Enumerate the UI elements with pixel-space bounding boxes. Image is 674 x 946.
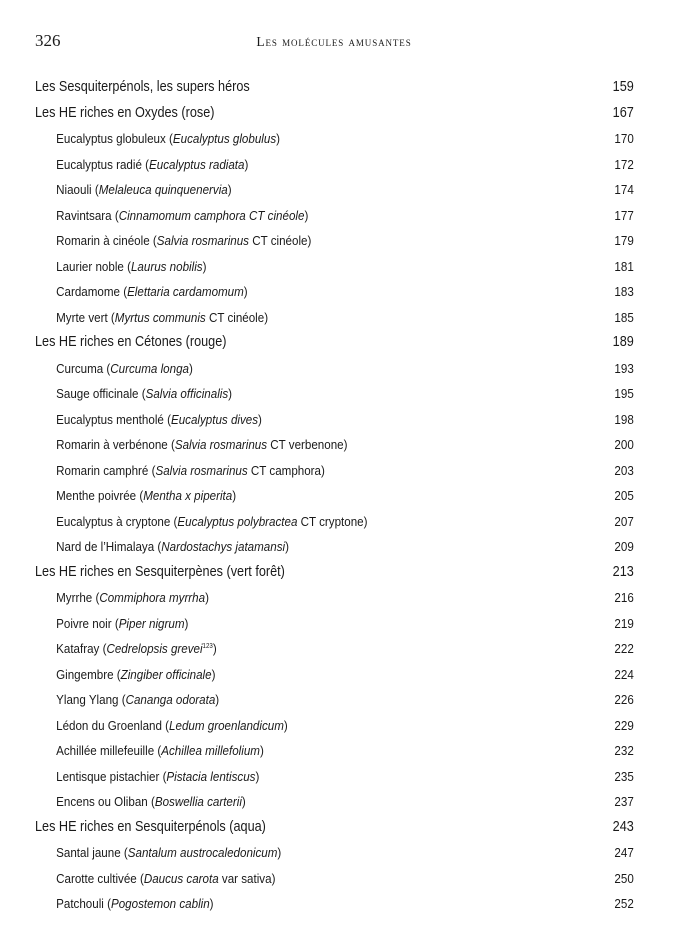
toc-entry-title: Nard de l’Himalaya (Nardostachys jatamansi) [56, 539, 289, 554]
toc-entry-title: Santal jaune (Santalum austrocaledonicum) [56, 845, 282, 860]
plant-common-name: Curcuma [56, 360, 104, 376]
toc-entry-title: Eucalyptus radié (Eucalyptus radiata) [56, 156, 249, 172]
plant-latin-name: Zingiber officinale [120, 666, 212, 682]
plant-common-name: Myrte vert [56, 309, 108, 325]
toc-entry-row [35, 765, 634, 791]
toc-section-title: Les Sesquiterpénols, les supers héros [35, 79, 250, 95]
plant-common-name: Sauge officinale [56, 386, 139, 401]
toc-entry-row [35, 510, 634, 536]
plant-latin-name: Eucalyptus radiata [149, 156, 245, 172]
toc-entry-title: Curcuma (Curcuma longa) [56, 360, 193, 376]
toc-section-row [35, 561, 634, 587]
toc-entry-row [35, 637, 634, 663]
toc-page-number: 232 [614, 743, 634, 758]
toc-page-number: 209 [614, 539, 634, 554]
plant-latin-name: Eucalyptus polybractea [177, 513, 298, 529]
toc-entry-title: Cardamome (Elettaria cardamomum) [56, 284, 248, 299]
plant-common-name: Poivre noir [56, 615, 112, 631]
toc-page-number: 170 [614, 131, 634, 146]
plant-latin-name: Nardostachys jatamansi [161, 539, 286, 554]
toc-entry-title: Lédon du Groenland (Ledum groenlandicum) [56, 717, 288, 733]
toc-entry-row [35, 714, 634, 740]
toc-page-number: 237 [614, 794, 634, 809]
toc-entry-row [35, 255, 634, 281]
footnote-marker: 123 [202, 643, 213, 650]
toc-entry-row [35, 663, 634, 689]
toc-entry-title: Sauge officinale (Salvia officinalis) [56, 386, 233, 401]
plant-latin-name: Curcuma longa [110, 360, 189, 376]
plant-latin-name: Melaleuca quinquenervia [98, 182, 228, 197]
toc-section-title: Les HE riches en Sesquiterpénols (aqua) [35, 818, 266, 835]
toc-page-number: 203 [614, 462, 634, 478]
toc-page-number: 159 [612, 79, 634, 95]
chemotype-suffix: CT cinéole [205, 309, 265, 325]
toc-entry-row [35, 892, 634, 918]
toc-section-row [35, 102, 634, 128]
toc-page-number: 243 [612, 818, 634, 835]
toc-entry-row [35, 357, 634, 383]
running-title: Les molécules amusantes [256, 34, 412, 49]
toc-page-number: 222 [614, 641, 634, 656]
plant-latin-name: Ledum groenlandicum [169, 717, 284, 733]
table-of-contents [35, 76, 634, 918]
toc-entry-title: Myrrhe (Commiphora myrrha) [56, 590, 209, 605]
toc-entry-row [35, 178, 634, 204]
plant-common-name: Patchouli [56, 896, 104, 911]
toc-entry-row [35, 739, 634, 765]
plant-common-name: Eucalyptus radié [56, 156, 142, 172]
plant-common-name: Ravintsara [56, 207, 112, 223]
toc-entry-title: Menthe poivrée (Mentha x piperita) [56, 488, 237, 503]
plant-latin-name: Eucalyptus globulus [172, 131, 277, 146]
toc-page-number: 235 [614, 768, 634, 784]
plant-common-name: Ylang Ylang [56, 692, 119, 707]
plant-common-name: Niaouli [56, 182, 92, 197]
plant-common-name: Carotte cultivée [56, 870, 137, 886]
toc-page-number: 219 [614, 615, 634, 631]
plant-latin-name: Laurus nobilis [130, 258, 203, 274]
toc-entry-row [35, 612, 634, 638]
plant-latin-name: Cananga odorata [125, 692, 216, 707]
plant-common-name: Myrrhe [56, 590, 93, 605]
plant-common-name: Lentisque pistachier [56, 768, 160, 784]
toc-page-number: 207 [614, 513, 634, 529]
toc-page-number: 185 [614, 309, 634, 325]
toc-page-number: 250 [614, 870, 634, 886]
toc-entry-row [35, 841, 634, 867]
toc-entry-title: Achillée millefeuille (Achillea millefolium) [56, 743, 264, 758]
plant-common-name: Cardamome [56, 284, 120, 299]
plant-common-name: Romarin à verbénone [56, 437, 168, 452]
plant-latin-name: Salvia officinalis [145, 386, 229, 401]
toc-page-number: 167 [612, 104, 634, 121]
plant-common-name: Romarin à cinéole [56, 233, 150, 248]
plant-common-name: Laurier noble [56, 258, 124, 274]
plant-latin-name: Pistacia lentiscus [166, 768, 256, 784]
toc-entry-title: Eucalyptus à cryptone (Eucalyptus polybractea CT cryptone) [56, 513, 368, 529]
plant-latin-name: Mentha x piperita [143, 488, 233, 503]
toc-entry-row [35, 204, 634, 230]
toc-entry-title: Niaouli (Melaleuca quinquenervia) [56, 182, 232, 197]
toc-section-title: Les HE riches en Cétones (rouge) [35, 334, 227, 350]
plant-common-name: Menthe poivrée [56, 488, 137, 503]
toc-entry-title: Romarin à verbénone (Salvia rosmarinus CT verbenone) [56, 437, 348, 452]
toc-entry-row [35, 867, 634, 893]
plant-latin-name: Elettaria cardamomum [127, 284, 244, 299]
plant-latin-name: Daucus carota [143, 870, 219, 886]
plant-common-name: Encens ou Oliban [56, 794, 148, 809]
toc-entry-row [35, 790, 634, 816]
toc-entry-title: Encens ou Oliban (Boswellia carterii) [56, 794, 246, 809]
plant-common-name: Eucalyptus globuleux [56, 131, 166, 146]
plant-latin-name: Piper nigrum [118, 615, 185, 631]
toc-entry-row [35, 484, 634, 510]
page-number: 326 [35, 31, 61, 50]
plant-latin-name: Boswellia carterii [154, 794, 242, 809]
plant-common-name: Lédon du Groenland [56, 717, 162, 733]
toc-page-number: 172 [614, 156, 634, 172]
chemotype-suffix: CT cinéole [248, 233, 308, 248]
toc-page-number: 205 [614, 488, 634, 503]
toc-section-row [35, 331, 634, 357]
toc-entry-title: Katafray (Cedrelopsis grevei$^{123}$) [56, 641, 217, 656]
toc-entry-row [35, 535, 634, 561]
toc-page-number: 181 [614, 258, 634, 274]
plant-common-name: Eucalyptus mentholé [56, 411, 164, 427]
plant-latin-name: Cedrelopsis grevei [106, 641, 203, 656]
toc-page-number: 174 [614, 182, 634, 197]
chemotype-suffix: CT cryptone [297, 513, 364, 529]
plant-latin-name: Salvia rosmarinus [156, 233, 249, 248]
toc-entry-row [35, 229, 634, 255]
toc-entry-title: Laurier noble (Laurus nobilis) [56, 258, 207, 274]
plant-common-name: Achillée millefeuille [56, 743, 155, 758]
toc-page-number: 216 [614, 590, 634, 605]
toc-section-row [35, 816, 634, 842]
toc-entry-title: Myrte vert (Myrtus communis CT cinéole) [56, 309, 269, 325]
toc-page-number: 229 [614, 717, 634, 733]
toc-entry-title: Eucalyptus globuleux (Eucalyptus globulus) [56, 131, 280, 146]
plant-latin-name: Cinnamomum camphora CT cinéole [118, 207, 305, 223]
toc-entry-row [35, 127, 634, 153]
toc-entry-row [35, 459, 634, 485]
plant-latin-name: Myrtus communis [114, 309, 206, 325]
toc-entry-row [35, 280, 634, 306]
toc-entry-row [35, 433, 634, 459]
toc-section-title: Les HE riches en Sesquiterpènes (vert forêt) [35, 563, 285, 580]
plant-common-name: Santal jaune [56, 845, 121, 860]
toc-entry-title: Poivre noir (Piper nigrum) [56, 615, 189, 631]
plant-common-name: Romarin camphré [56, 462, 149, 478]
plant-latin-name: Santalum austrocaledonicum [127, 845, 278, 860]
toc-entry-title: Ylang Ylang (Cananga odorata) [56, 692, 220, 707]
toc-section-title: Les HE riches en Oxydes (rose) [35, 104, 215, 121]
plant-common-name: Eucalyptus à cryptone [56, 513, 171, 529]
toc-entry-title: Romarin à cinéole (Salvia rosmarinus CT cinéole) [56, 233, 312, 248]
toc-page-number: 179 [614, 233, 634, 248]
chemotype-suffix: CT verbenone [267, 437, 344, 452]
toc-entry-row [35, 408, 634, 434]
toc-page-number: 183 [614, 284, 634, 299]
toc-page-number: 247 [614, 845, 634, 860]
toc-entry-title: Eucalyptus mentholé (Eucalyptus dives) [56, 411, 262, 427]
toc-page-number: 252 [614, 896, 634, 911]
toc-entry-title: Romarin camphré (Salvia rosmarinus CT camphora) [56, 462, 325, 478]
toc-page-number: 213 [612, 563, 634, 580]
toc-page-number: 224 [614, 666, 634, 682]
toc-entry-row [35, 306, 634, 332]
plant-latin-name: Commiphora myrrha [99, 590, 206, 605]
toc-entry-row [35, 382, 634, 408]
toc-page-number: 200 [614, 437, 634, 452]
toc-section-row [35, 76, 634, 102]
plant-latin-name: Salvia rosmarinus [174, 437, 268, 452]
toc-entry-title: Lentisque pistachier (Pistacia lentiscus) [56, 768, 260, 784]
plant-latin-name: Pogostemon cablin [110, 896, 210, 911]
toc-entry-title: Patchouli (Pogostemon cablin) [56, 896, 214, 911]
chemotype-suffix: var sativa [218, 870, 272, 886]
toc-entry-title: Gingembre (Zingiber officinale) [56, 666, 216, 682]
page-header [35, 31, 633, 51]
plant-latin-name: Eucalyptus dives [170, 411, 259, 427]
toc-entry-row [35, 153, 634, 179]
toc-entry-row [35, 688, 634, 714]
toc-entry-row [35, 586, 634, 612]
plant-latin-name: Salvia rosmarinus [155, 462, 248, 478]
toc-page-number: 189 [612, 334, 634, 350]
toc-entry-title: Ravintsara (Cinnamomum camphora CT cinéole) [56, 207, 309, 223]
chemotype-suffix: CT camphora [247, 462, 321, 478]
toc-page-number: 226 [614, 692, 634, 707]
toc-page-number: 195 [614, 386, 634, 401]
plant-common-name: Nard de l’Himalaya [56, 539, 155, 554]
toc-entry-title: Carotte cultivée (Daucus carota var sativa) [56, 870, 276, 886]
plant-common-name: Gingembre [56, 666, 114, 682]
toc-page-number: 198 [614, 411, 634, 427]
plant-latin-name: Achillea millefolium [161, 743, 260, 758]
plant-common-name: Katafray [56, 641, 100, 656]
toc-page-number: 177 [614, 207, 634, 223]
toc-page-number: 193 [614, 360, 634, 376]
